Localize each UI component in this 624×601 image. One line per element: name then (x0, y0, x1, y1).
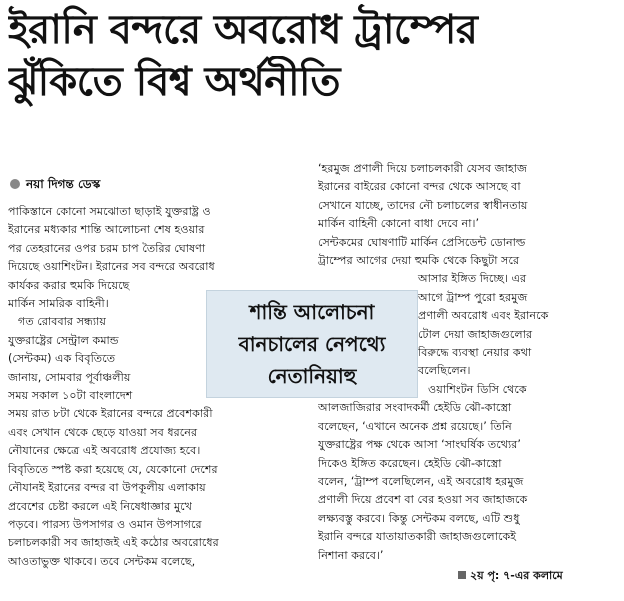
pull-quote-box (206, 290, 418, 398)
body-line: চলাচলকারী সব জাহাজই এই কঠোর অবরোধের (8, 536, 219, 550)
body-line: ইরানের মধ্যকার শান্তি আলোচনা শেষ হওয়ার (8, 223, 205, 237)
body-line: ইরানি বন্দরে যাতায়াতকারী জাহাজগুলোকেই (318, 530, 517, 544)
body-line: প্রণালী দিয়ে প্রবেশ বা বের হওয়া সব জাহাজকে (318, 493, 528, 507)
body-line: ওয়াশিংটন ডিসি থেকে (428, 382, 527, 396)
body-line: প্রণালী অবরোধ এবং ইরানকে (418, 309, 549, 323)
body-line: সেখানে যাচ্ছে, তাদের নৌ চলাচলের স্বাধীনতায় (318, 198, 528, 212)
body-line: মার্কিন বাহিনী কোনো বাধা দেবে না।’ (318, 217, 479, 231)
body-line: সেন্টকমের ঘোষণাটি মার্কিন প্রেসিডেন্ট ডোনাল্ড (318, 235, 526, 249)
body-line: লক্ষ্যবস্তু করবে। কিন্তু সেন্টকম বলছে, এটি শুধু (318, 511, 520, 525)
body-line: নৌযানই ইরানের বন্দর বা উপকূলীয় এলাকায় (8, 481, 206, 495)
body-line: পর তেহরানের ওপর চরম চাপ তৈরির ঘোষণা (8, 241, 206, 255)
body-line: আসার ইঙ্গিত দিচ্ছে। এর (418, 272, 527, 286)
body-line: আলজাজিরার সংবাদকর্মী হেইডি ঝৌ-কাস্ত্রো (318, 401, 512, 415)
byline-text: নয়া দিগন্ত ডেস্ক (26, 177, 101, 191)
body-line: বিরুদ্ধে ব্যবস্থা নেয়ার কথা (418, 346, 532, 360)
square-bullet-icon (458, 571, 466, 579)
body-line: বলেন, ‘ট্রাম্প বলেছিলেন, এই অবরোধ হরমুজ (318, 474, 524, 488)
body-line: বলেছেন, ‘এখানে অনেক প্রশ্ন রয়েছে।’ তিনি (318, 419, 512, 433)
body-line: নৌযানের ক্ষেত্রে এই অবরোধ প্রযোজ্য হবে। (8, 444, 201, 458)
body-line: মার্কিন সামরিক বাহিনী। (8, 297, 109, 311)
body-line: ইরানের বাইরের কোনো বন্দর থেকে আসছে বা (318, 180, 521, 194)
body-line: গত রোববার সন্ধ্যায় (18, 315, 106, 329)
body-line: যুক্তরাষ্ট্রের পক্ষ থেকে আসা ‘সাংঘর্ষিক তথ্যের’ (318, 438, 521, 452)
pull-quote-line: শান্তি আলোচনা (249, 300, 375, 324)
headline (8, 4, 616, 108)
body-line: আগে ট্রাম্প পুরো হরমুজ (418, 290, 528, 304)
body-line: জানায়, সোমবার পূর্বাঞ্চলীয় (8, 370, 131, 384)
body-line: সময় রাত ৮টা থেকে ইরানের বন্দরে প্রবেশকারী (8, 407, 213, 421)
body-line: দিয়েছে ওয়াশিংটন। ইরানের সব বন্দরে অবরোধ (8, 260, 215, 274)
body-line: বিবৃতিতে স্পষ্ট করা হয়েছে যে, যেকোনো দেশের (8, 462, 218, 476)
body-line: নিশানা করবে।’ (318, 548, 384, 562)
body-line: ট্রাম্পের আগের দেয়া হুমকি থেকে কিছুটা সরে (318, 254, 520, 268)
headline-line-2: ঝুঁকিতে বিশ্ব অর্থনীতি (8, 59, 341, 105)
pull-quote-line: বানচালের নেপথ্যে (238, 332, 386, 356)
continued-on-note (458, 567, 563, 586)
body-line: প্রবেশের চেষ্টা করলে এই নিষেধাজ্ঞার মুখে (8, 499, 193, 513)
continued-text: ২য় পৃ: ৭-এর কলামে (470, 569, 563, 582)
body-line: বলেছিলেন। (418, 364, 471, 378)
byline (10, 176, 100, 196)
body-line: যুক্তরাষ্ট্রের সেন্ট্রাল কমান্ড (8, 333, 119, 347)
body-line: ‘হরমুজ প্রণালী দিয়ে চলাচলকারী যেসব জাহাজ (318, 162, 528, 175)
body-line: (সেন্টকম) এক বিবৃতিতে (8, 352, 116, 366)
bullet-icon (10, 179, 20, 189)
body-line: আওতাভুক্ত থাকবে। তবে সেন্টকম বলেছে, (8, 554, 196, 568)
headline-line-1: ইরানি বন্দরে অবরোধ ট্রাম্পের (8, 7, 478, 53)
body-line: টোল দেয়া জাহাজগুলোর (418, 327, 533, 341)
body-line: পাকিস্তানে কোনো সমঝোতা ছাড়াই যুক্তরাষ্ট্র ও (8, 205, 211, 218)
body-line: পড়বে। পারস্য উপসাগর ও ওমান উপসাগরে (8, 517, 202, 531)
body-line: দিকেও ইঙ্গিত করেছেন। হেইডি ঝৌ-কাস্ত্রো (318, 456, 502, 470)
pull-quote-line: নেতানিয়াহু (267, 364, 357, 388)
body-line: সময় সকাল ১০টা বাংলাদেশ (8, 389, 133, 403)
body-line: এবং সেখান থেকে ছেড়ে যাওয়া সব ধরনের (8, 425, 198, 439)
body-line: কার্যকর করার হুমকি দিয়েছে (8, 278, 130, 292)
